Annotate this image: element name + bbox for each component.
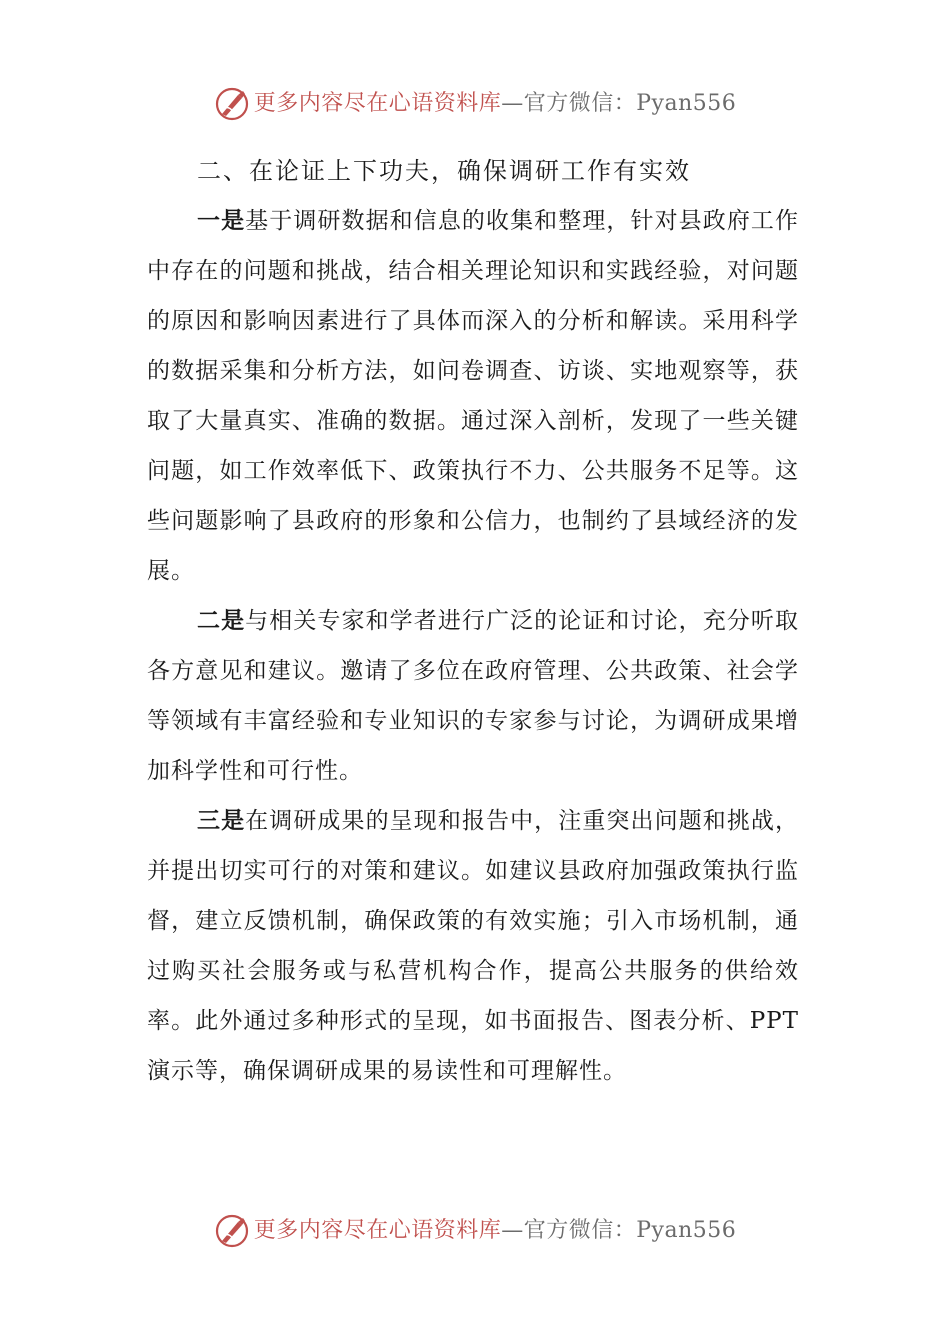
header-text-main: 更多内容尽在心语资料库 (253, 91, 502, 116)
paragraph-1-lead: 一是 (197, 207, 246, 234)
paragraph-1 (147, 196, 799, 596)
paragraph-3-text: 在调研成果的呈现和报告中，注重突出问题和挑战，并提出切实可行的对策和建议。如建议县政府加强政策执行监督，建立反馈机制，确保政策的有效实施；引入市场机制，通过购买社会服务或与私营机构合作，提高公共服务的供给效率。此外通过多种形式的呈现，如书面报告、图表分析、PPT演示等，确保调研成果的易读性和可理解性。 (147, 808, 800, 1084)
footer-text (254, 1213, 737, 1249)
header-banner (0, 84, 950, 124)
section-heading: 二、在论证上下功夫，确保调研工作有实效 (197, 157, 691, 185)
document-body (147, 146, 799, 1096)
quill-logo-icon (214, 1213, 250, 1249)
paragraph-1-text: 基于调研数据和信息的收集和整理，针对县政府工作中存在的问题和挑战，结合相关理论知识和实践经验，对问题的原因和影响因素进行了具体而深入的分析和解读。采用科学的数据采集和分析方法，如问卷调查、访谈、实地观察等，获取了大量真实、准确的数据。通过深入剖析，发现了一些关键问题，如工作效率低下、政策执行不力、公共服务不足等。这些问题影响了县政府的形象和公信力，也制约了县域经济的发展。 (147, 208, 800, 584)
paragraph-3 (147, 796, 799, 1096)
header-text (254, 86, 737, 122)
header-text-sub: —官方微信：Pyan556 (501, 91, 737, 116)
footer-text-sub: —官方微信：Pyan556 (501, 1218, 737, 1243)
paragraph-2 (147, 596, 799, 796)
footer-banner (0, 1211, 950, 1251)
paragraph-2-lead: 二是 (197, 607, 246, 634)
quill-logo-icon (214, 86, 250, 122)
paragraph-2-text: 与相关专家和学者进行广泛的论证和讨论，充分听取各方意见和建议。邀请了多位在政府管理、公共政策、社会学等领域有丰富经验和专业知识的专家参与讨论，为调研成果增加科学性和可行性。 (147, 608, 800, 784)
paragraph-3-lead: 三是 (197, 807, 246, 834)
footer-text-main: 更多内容尽在心语资料库 (253, 1218, 502, 1243)
